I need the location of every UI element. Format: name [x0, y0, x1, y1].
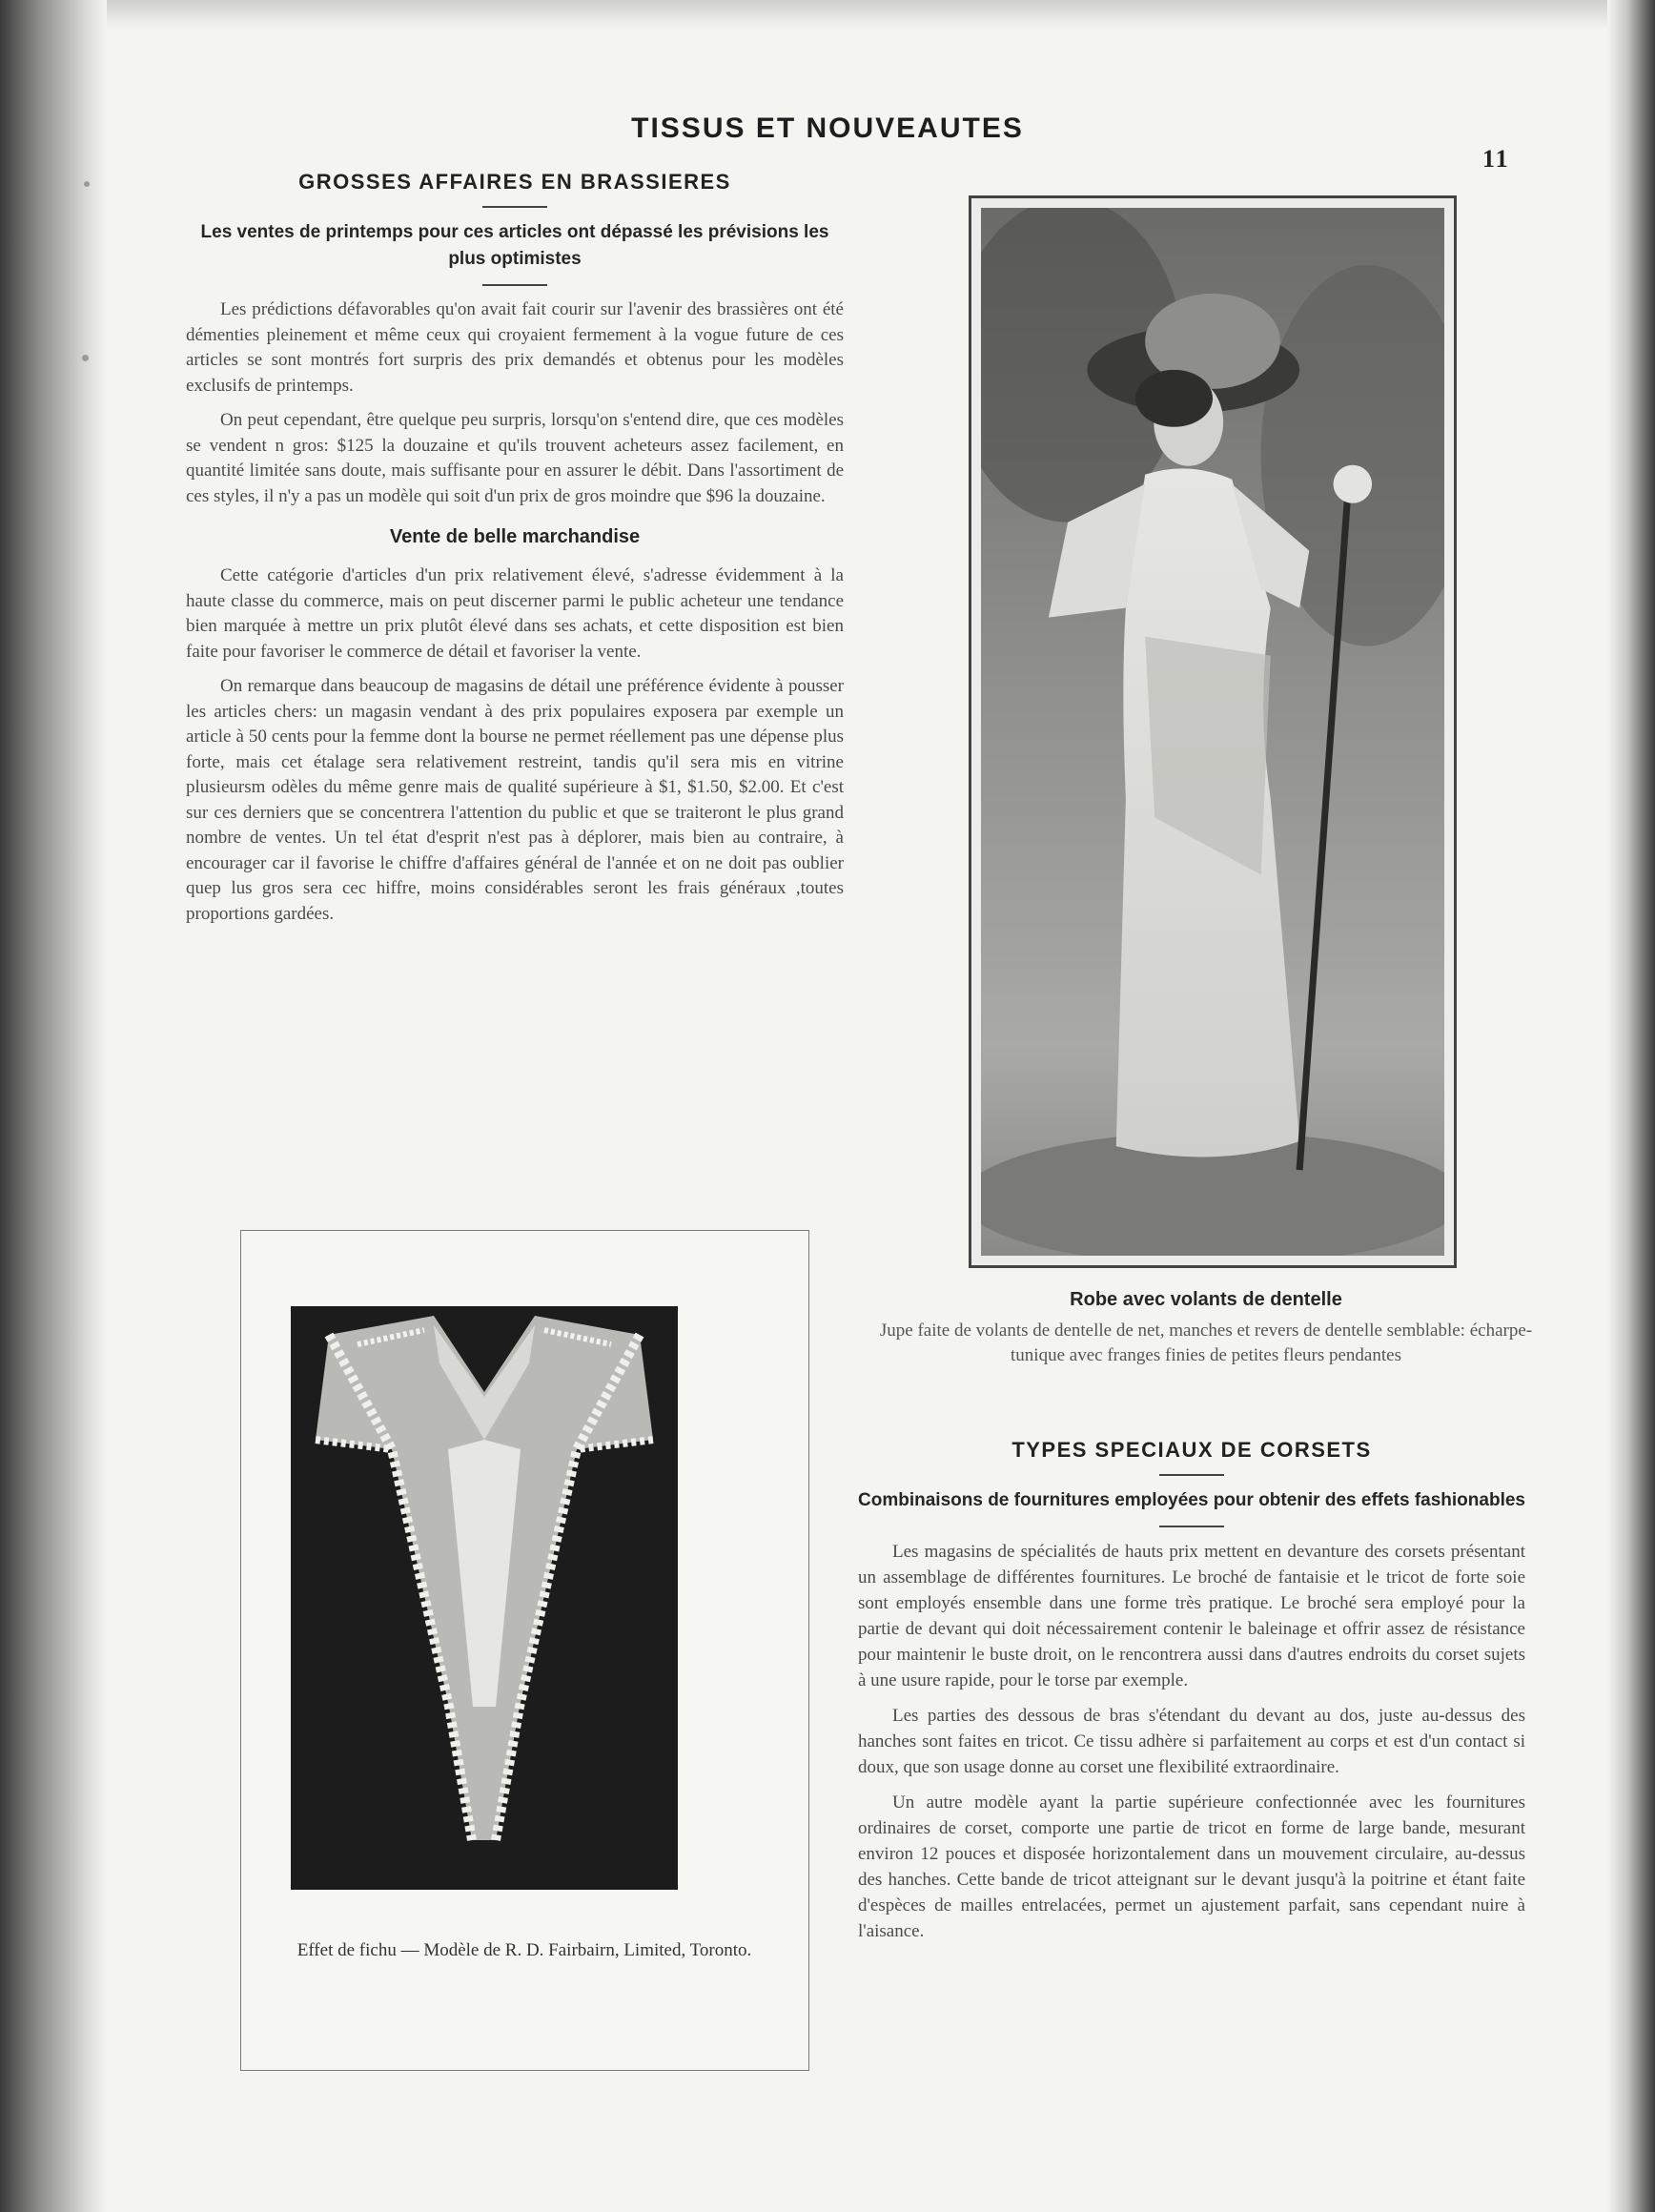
- photo-caption: [858, 1289, 1554, 1368]
- ink-speck: [84, 181, 90, 187]
- photo-caption-title: Robe avec volants de dentelle: [1070, 1289, 1342, 1310]
- page-number: 11: [1482, 145, 1510, 173]
- ink-speck: [82, 355, 89, 361]
- subsection-title: Vente de belle marchandise: [389, 526, 641, 547]
- paragraph: On peut cependant, être quelque peu surpris, lorsqu'on s'entend dire, que ces modèles se vendent n gros: $125 la douzaine et qu'ils trouvent acheteurs assez facilement, en quantité limitée sans doute, mais suffisante pour en assurer le débit. Dans l'assortiment de ces styles, il n'y a pas un modèle qui soit d'un prix de gros moindre que $96 la douzaine.: [186, 410, 844, 506]
- page-top-edge: [0, 0, 1655, 29]
- paragraph: Les prédictions défavorables qu'on avait fait courir sur l'avenir des brassières ont été démenties pleinement et même ceux qui croyaient fermement à la vogue future de ces articles se sont montrés fort surpris des prix demandés et obtenus pour les modèles exclusifs de printemps.: [186, 299, 844, 396]
- photo-caption-text: Jupe faite de volants de dentelle de net, manches et revers de dentelle semblable: écharpe-tunique avec franges finies de petites fleurs pendantes: [879, 1321, 1533, 1365]
- subhead-rule: [1159, 1526, 1224, 1527]
- paragraph: Les magasins de spécialités de hauts prix mettent en devanture des corsets présentant un assemblage de différentes fournitures. Le broché de fantaisie et le tricot de forte soie sont employés ensemble dans une forme très pratique. Le broché sera employé pour la partie de devant qui doit nécessairement contenir le baleinage et offrir assez de résistance pour maintenir le buste droit, on le rencontrera aussi dans d'autres endroits du corset sujets à une usure rapide, pour le torse par exemple.: [858, 1542, 1525, 1690]
- fichu-photograph: [291, 1306, 678, 1890]
- dress-photograph: [969, 195, 1457, 1268]
- left-article-subhead: Les ventes de printemps pour ces articles ont dépassé les prévisions les plus optimistes: [200, 222, 829, 269]
- fichu-caption: Effet de fichu — Modèle de R. D. Fairbairn, Limited, Toronto.: [296, 1940, 752, 1960]
- book-gutter: [0, 0, 107, 2212]
- paragraph: Un autre modèle ayant la partie supérieure confectionnée avec les fournitures ordinaires de corset, comporte une partie de tricot en forme de large bande, mesurant environ 12 pouces et disposée horizontalement dans un mouvement circulaire, au-dessus des hanches. Cette bande de tricot atteignant sur le devant jusqu'à la poitrine et étant faite d'espèces de mailles entrelacées, permet un ajustement parfait, sans cependant nuire à l'aisance.: [858, 1792, 1525, 1941]
- subhead-rule: [482, 284, 547, 286]
- paragraph: Les parties des dessous de bras s'étendant du devant au dos, juste au-dessus des hanches sont faites en tricot. Ce tissu adhère si parfaitement au corps et est d'un contact si doux, que son usage donne au corset une flexibilité extraordinaire.: [858, 1706, 1525, 1777]
- paragraph: Cette catégorie d'articles d'un prix relativement élevé, s'adresse évidemment à la haute classe du commerce, mais on peut discerner parmi le public acheteur une tendance bien marquée à mettre un prix plutôt élevé dans ses achats, et cette disposition est bien faite pour favoriser le commerce de détail et favoriser la vente.: [186, 565, 844, 662]
- title-rule: [1159, 1474, 1224, 1476]
- lace-fichu-image: [291, 1306, 678, 1890]
- right-article-title: TYPES SPECIAUX DE CORSETS: [1011, 1438, 1372, 1462]
- title-rule: [482, 206, 547, 208]
- woman-in-lace-dress-image: [981, 208, 1444, 1256]
- paragraph: On remarque dans beaucoup de magasins de détail une préférence évidente à pousser les articles chers: un magasin vendant à des prix populaires exposera par exemple un article à 50 cents pour la femme dont la bourse ne permet réellement pas une dépense plus forte, mais cet étalage sera relativement restreint, tandis qu'il sera mis en vitrine plusieursm odèles du même genre mais de qualité supérieure à $1, $1.50, $2.00. Et c'est sur ces derniers que se concentrera l'attention du public et que se traiteront le plus grand nombre de ventes. Un tel état d'esprit n'est pas à déplorer, mais bien au contraire, à encourager car il favorise le chiffre d'affaires général de l'année et on ne doit pas oublier quep lus gros sera cec hiffre, moins considérables seront les frais généraux ,toutes proportions gardées.: [186, 676, 844, 924]
- right-article: [858, 1438, 1525, 1954]
- left-article-title: GROSSES AFFAIRES EN BRASSIERES: [298, 170, 731, 194]
- left-article: [186, 170, 844, 936]
- running-head: TISSUS ET NOUVEAUTES: [631, 113, 1024, 144]
- page-right-edge: [1607, 0, 1655, 2212]
- right-article-subhead: Combinaisons de fournitures employées pour obtenir des effets fashionables: [858, 1490, 1525, 1510]
